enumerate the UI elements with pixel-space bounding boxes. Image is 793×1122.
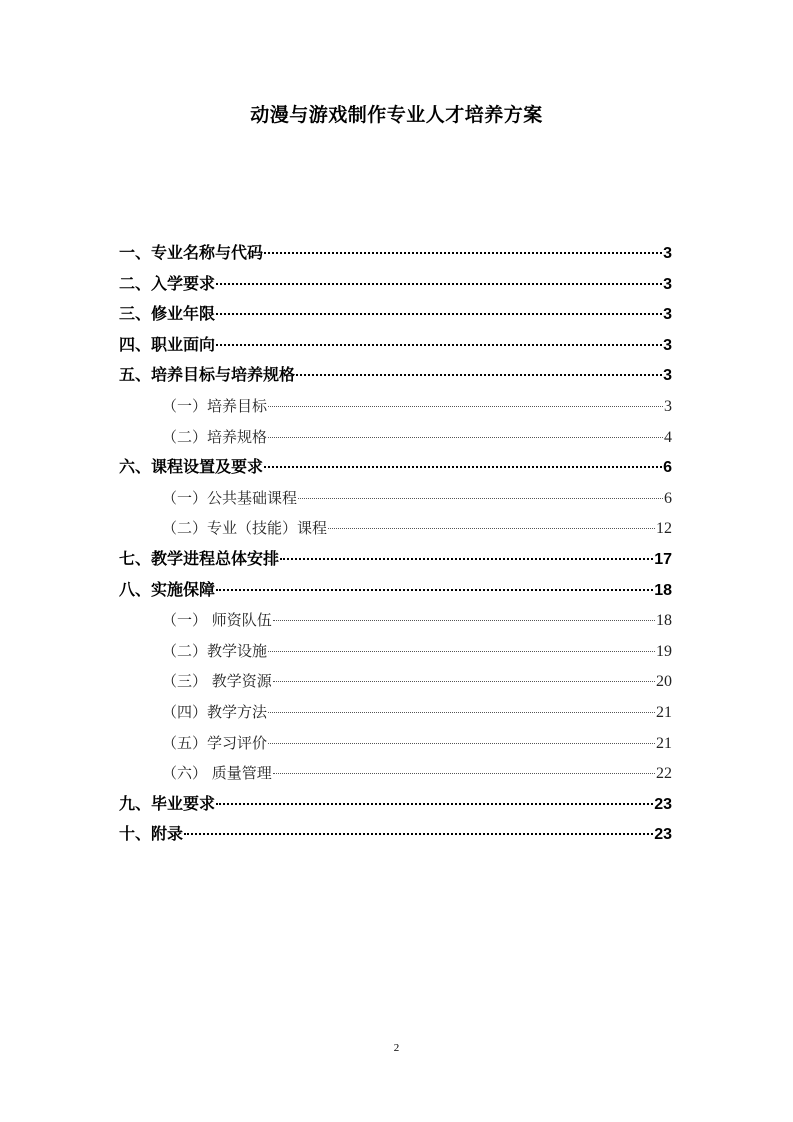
toc-entry-page: 23 (654, 795, 672, 813)
toc-leader-dots (296, 374, 662, 376)
toc-entry-page: 23 (654, 826, 672, 844)
toc-leader-dots (273, 620, 655, 621)
toc-leader-dots (273, 681, 655, 682)
toc-entry-page: 6 (664, 489, 672, 507)
toc-entry-label: 十、附录 (119, 824, 184, 844)
toc-entry-page: 6 (663, 459, 672, 477)
toc-leader-dots (268, 437, 663, 438)
toc-entry-page: 17 (654, 550, 672, 568)
toc-leader-dots (268, 712, 655, 713)
toc-entry-section[interactable] (119, 789, 672, 820)
toc-entry-section[interactable] (119, 269, 672, 300)
toc-entry-label: 七、教学进程总体安排 (119, 548, 280, 568)
toc-leader-dots (264, 252, 662, 254)
toc-entry-label: （二）培养规格 (162, 427, 268, 446)
toc-entry-label: （六） 质量管理 (162, 764, 272, 783)
toc-entry-page: 18 (656, 612, 672, 630)
toc-entry-subsection[interactable] (119, 697, 672, 728)
table-of-contents (119, 238, 672, 850)
toc-entry-subsection[interactable] (119, 636, 672, 667)
toc-entry-label: （二）专业（技能）课程 (162, 519, 328, 538)
toc-leader-dots (273, 773, 655, 774)
page-number: 2 (393, 1042, 400, 1054)
toc-entry-subsection[interactable] (119, 728, 672, 759)
toc-entry-page: 19 (656, 642, 672, 660)
toc-leader-dots (216, 589, 653, 591)
toc-entry-subsection[interactable] (119, 666, 672, 697)
document-title: 动漫与游戏制作专业人才培养方案 (250, 104, 543, 126)
toc-entry-label: （三） 教学资源 (162, 672, 272, 691)
toc-entry-label: （一）培养目标 (162, 396, 268, 415)
toc-entry-label: （四）教学方法 (162, 702, 268, 721)
toc-entry-label: 一、专业名称与代码 (119, 243, 264, 262)
toc-leader-dots (268, 651, 655, 652)
toc-entry-page: 4 (664, 428, 672, 446)
toc-entry-page: 3 (663, 367, 672, 385)
toc-leader-dots (216, 283, 662, 285)
toc-entry-subsection[interactable] (119, 391, 672, 422)
toc-leader-dots (184, 833, 653, 835)
toc-entry-page: 3 (663, 275, 672, 293)
toc-entry-label: 三、修业年限 (119, 304, 216, 324)
toc-entry-label: 八、实施保障 (119, 579, 216, 599)
toc-entry-label: 六、课程设置及要求 (119, 457, 264, 477)
toc-entry-page: 3 (664, 397, 672, 415)
toc-entry-label: （一） 师资队伍 (162, 611, 272, 630)
toc-entry-label: （二）教学设施 (162, 641, 268, 660)
toc-entry-subsection[interactable] (119, 605, 672, 636)
toc-entry-page: 22 (656, 765, 672, 783)
toc-leader-dots (280, 558, 653, 560)
toc-entry-page: 21 (656, 734, 672, 752)
toc-entry-section[interactable] (119, 360, 672, 391)
toc-entry-page: 12 (656, 520, 672, 538)
toc-entry-label: 二、入学要求 (119, 273, 216, 293)
toc-entry-section[interactable] (119, 819, 672, 850)
toc-entry-subsection[interactable] (119, 513, 672, 544)
toc-entry-section[interactable] (119, 299, 672, 330)
toc-leader-dots (328, 528, 655, 529)
toc-entry-page: 3 (663, 245, 672, 262)
toc-leader-dots (216, 344, 662, 346)
toc-entry-label: （五）学习评价 (162, 733, 268, 752)
toc-leader-dots (298, 498, 663, 499)
toc-entry-section[interactable] (119, 575, 672, 606)
toc-entry-section[interactable] (119, 238, 672, 269)
toc-entry-subsection[interactable] (119, 758, 672, 789)
toc-leader-dots (216, 803, 653, 805)
toc-entry-section[interactable] (119, 330, 672, 361)
toc-entry-label: （一）公共基础课程 (162, 488, 298, 507)
toc-entry-section[interactable] (119, 544, 672, 575)
toc-leader-dots (264, 466, 662, 468)
toc-entry-subsection[interactable] (119, 483, 672, 514)
toc-entry-label: 四、职业面向 (119, 334, 216, 354)
toc-entry-page: 21 (656, 703, 672, 721)
toc-leader-dots (268, 743, 655, 744)
toc-entry-label: 五、培养目标与培养规格 (119, 365, 296, 385)
toc-entry-page: 3 (663, 306, 672, 324)
toc-entry-subsection[interactable] (119, 422, 672, 453)
toc-entry-page: 18 (654, 581, 672, 599)
toc-entry-label: 九、毕业要求 (119, 793, 216, 813)
toc-entry-page: 3 (663, 336, 672, 354)
toc-entry-page: 20 (656, 673, 672, 691)
toc-entry-section[interactable] (119, 452, 672, 483)
toc-leader-dots (216, 313, 662, 315)
toc-leader-dots (268, 406, 663, 407)
